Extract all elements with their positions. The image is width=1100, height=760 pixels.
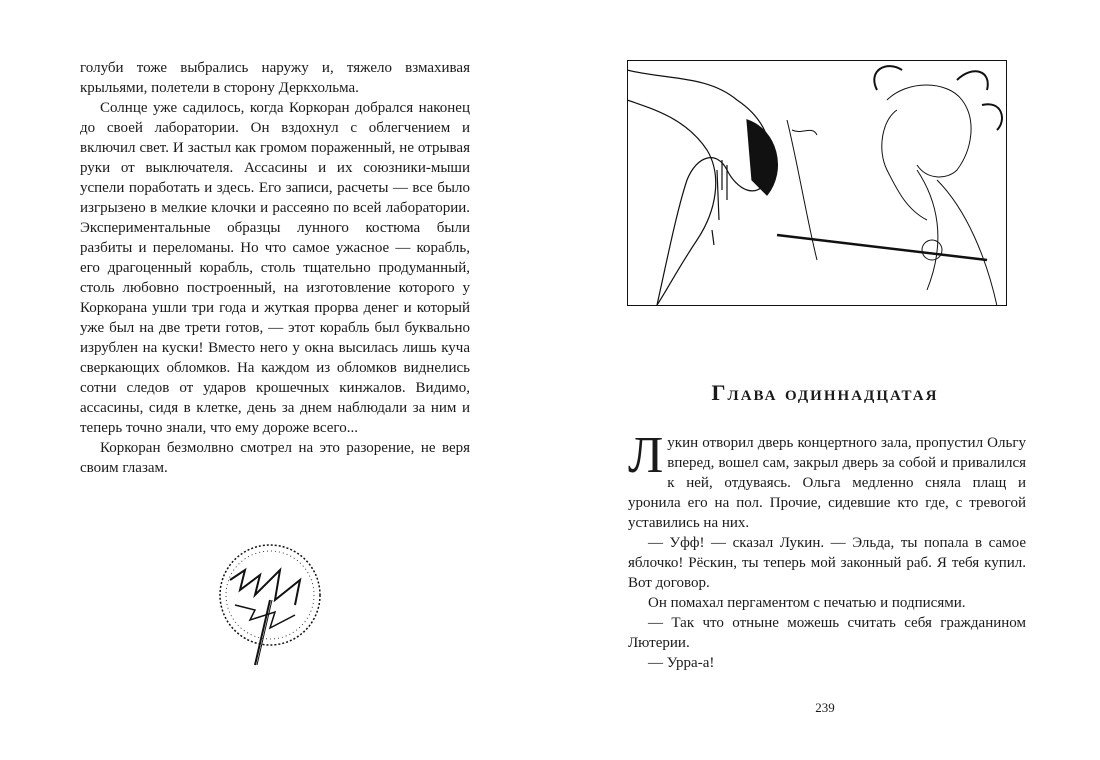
chapter-title: Глава одиннадцатая: [711, 380, 939, 405]
right-page: [550, 0, 1100, 760]
eagle-and-girl-illustration: [627, 60, 1007, 306]
left-text-column: [80, 58, 470, 478]
paragraph: голуби тоже выбрались наружу и, тяжело взмахивая крыльями, полетели в сторону Деркхольма.: [80, 60, 470, 96]
paragraph: — Уфф! — сказал Лукин. — Эльда, ты попала в самое яблочко! Рёскин, ты теперь мой законный раб. Я тебя купил. Вот договор.: [628, 535, 1026, 591]
paragraph: Коркоран безмолвно смотрел на это разорение, не веря своим глазам.: [80, 440, 470, 476]
paragraph: — Так что отныне можешь считать себя гражданином Лютерии.: [628, 615, 1026, 651]
drop-cap: Л: [628, 427, 664, 484]
first-paragraph-text: укин отворил дверь концертного зала, пропустил Ольгу вперед, вошел сам, закрыл дверь за собой и привалился к ней, отдуваясь. Ольга медленно сняла плащ и уронила его на пол. Прочие, сидевшие кто где, с тревогой уставились на них.: [628, 435, 1026, 531]
dandelion-vignette-illustration: [200, 540, 340, 670]
right-text-column: [628, 427, 1026, 673]
paragraph: Солнце уже садилось, когда Коркоран добрался наконец до своей лаборатории. Он вздохнул с облегчением и включил свет. И застыл как громом пораженный, не отрывая руки от выключателя. Ассасины и их союзники-мыши успели поработать и здесь. Его записи, расчеты — все было изгрызено в мелкие клочки и рассеяно по всей лаборатории. Экспериментальные образцы лунного костюма были разбиты и переломаны. Но что самое ужасное — корабль, его драгоценный корабль, столь тщательно продуманный, столь любовно построенный, на изготовление которого у Коркорана ушли три года и жуткая прорва денег и который уже был на две трети готов, — этот корабль был буквально изрублен на куски! Вместо него у окна высилась лишь куча сверкающих обломков. На каждом из обломков виднелись сотни следов от ударов крошечных кинжалов. Видимо, ассасины, сидя в клетке, день за днем наблюдали за ним и теперь точно знали, что ему дороже всего...: [80, 100, 470, 436]
paragraph: — Урра-а!: [648, 655, 715, 671]
page-number: 239: [815, 700, 835, 715]
paragraph: Он помахал пергаментом с печатью и подписями.: [648, 595, 966, 611]
first-paragraph: [628, 427, 1026, 533]
